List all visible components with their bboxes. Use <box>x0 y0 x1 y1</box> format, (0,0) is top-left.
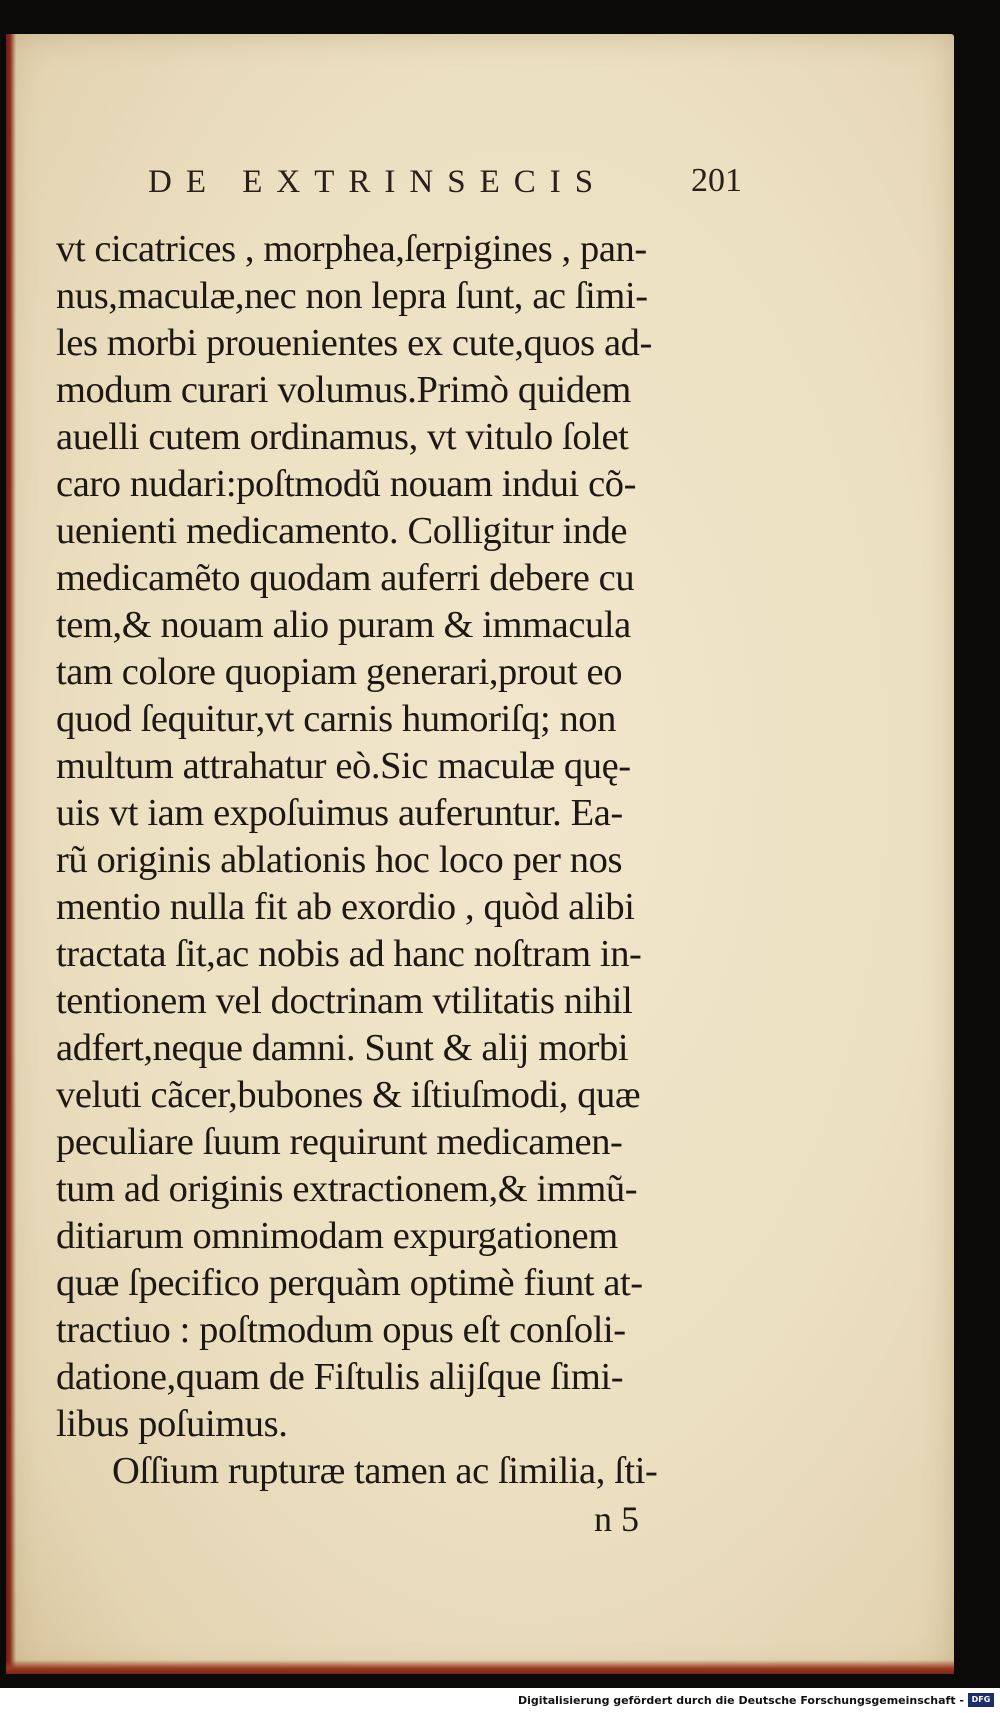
text-line: les morbi prouenientes ex cute,quos ad- <box>56 322 652 364</box>
text-line: ditiarum omnimodam expurgationem <box>56 1215 618 1257</box>
text-line: multum attrahatur eò.Sic maculæ quę- <box>56 745 631 787</box>
text-block <box>56 226 776 1495</box>
text-line: tentionem vel doctrinam vtilitatis nihil <box>56 980 633 1022</box>
book-page <box>6 34 954 1674</box>
text-line: adfert,neque damni. Sunt & alij morbi <box>56 1027 629 1069</box>
running-head-title: DE EXTRINSECIS <box>148 164 608 200</box>
text-line: rũ originis ablationis hoc loco per nos <box>56 839 623 881</box>
text-line: tractata ſit,ac nobis ad hanc noſtram in- <box>56 933 642 975</box>
text-line: tem,& nouam alio puram & immacula <box>56 604 631 646</box>
text-line: quod ſequitur,vt carnis humoriſq; non <box>56 698 617 740</box>
page-number: 201 <box>691 162 742 199</box>
text-line: quæ ſpecifico perquàm optimè fiunt at- <box>56 1262 643 1304</box>
dfg-logo: DFG <box>968 1693 994 1707</box>
text-line: medicamẽto quodam auferri debere cu <box>56 557 635 599</box>
digitization-credit: Digitalisierung gefördert durch die Deutsche Forschungsgemeinschaft - <box>517 1694 964 1707</box>
text-line: caro nudari:poſtmodũ nouam indui cõ- <box>56 463 637 505</box>
text-line: libus poſuimus. <box>56 1403 288 1445</box>
text-line: mentio nulla fit ab exordio , quòd alibi <box>56 886 635 928</box>
text-line: tractiuo : poſtmodum opus eſt conſoli- <box>56 1309 626 1351</box>
catchword-signature: n 5 <box>594 1499 639 1539</box>
text-line: datione,quam de Fiſtulis alijſque ſimi- <box>56 1356 624 1398</box>
text-line: uis vt iam expoſuimus auferuntur. Ea- <box>56 792 623 834</box>
text-line: peculiare ſuum requirunt medicamen- <box>56 1121 623 1163</box>
text-line: veluti cãcer,bubones & iſtiuſmodi, quæ <box>56 1074 641 1116</box>
text-line: vt cicatrices , morphea,ſerpigines , pan- <box>56 228 647 270</box>
text-line: uenienti medicamento. Colligitur inde <box>56 510 628 552</box>
text-line: modum curari volumus.Primò quidem <box>56 369 631 411</box>
text-line: nus,maculæ,nec non lepra ſunt, ac ſimi- <box>56 275 648 317</box>
page-edge-left <box>6 34 16 1674</box>
text-line: tam colore quopiam generari,prout eo <box>56 651 623 693</box>
text-line: auelli cutem ordinamus, vt vitulo ſolet <box>56 416 629 458</box>
text-line: tum ad originis extractionem,& immũ- <box>56 1168 638 1210</box>
page-edge-bottom <box>6 1660 954 1674</box>
running-head <box>6 134 954 200</box>
paragraph-start-line: Oſſium rupturæ tamen ac ſimilia, ſti- <box>112 1450 658 1492</box>
